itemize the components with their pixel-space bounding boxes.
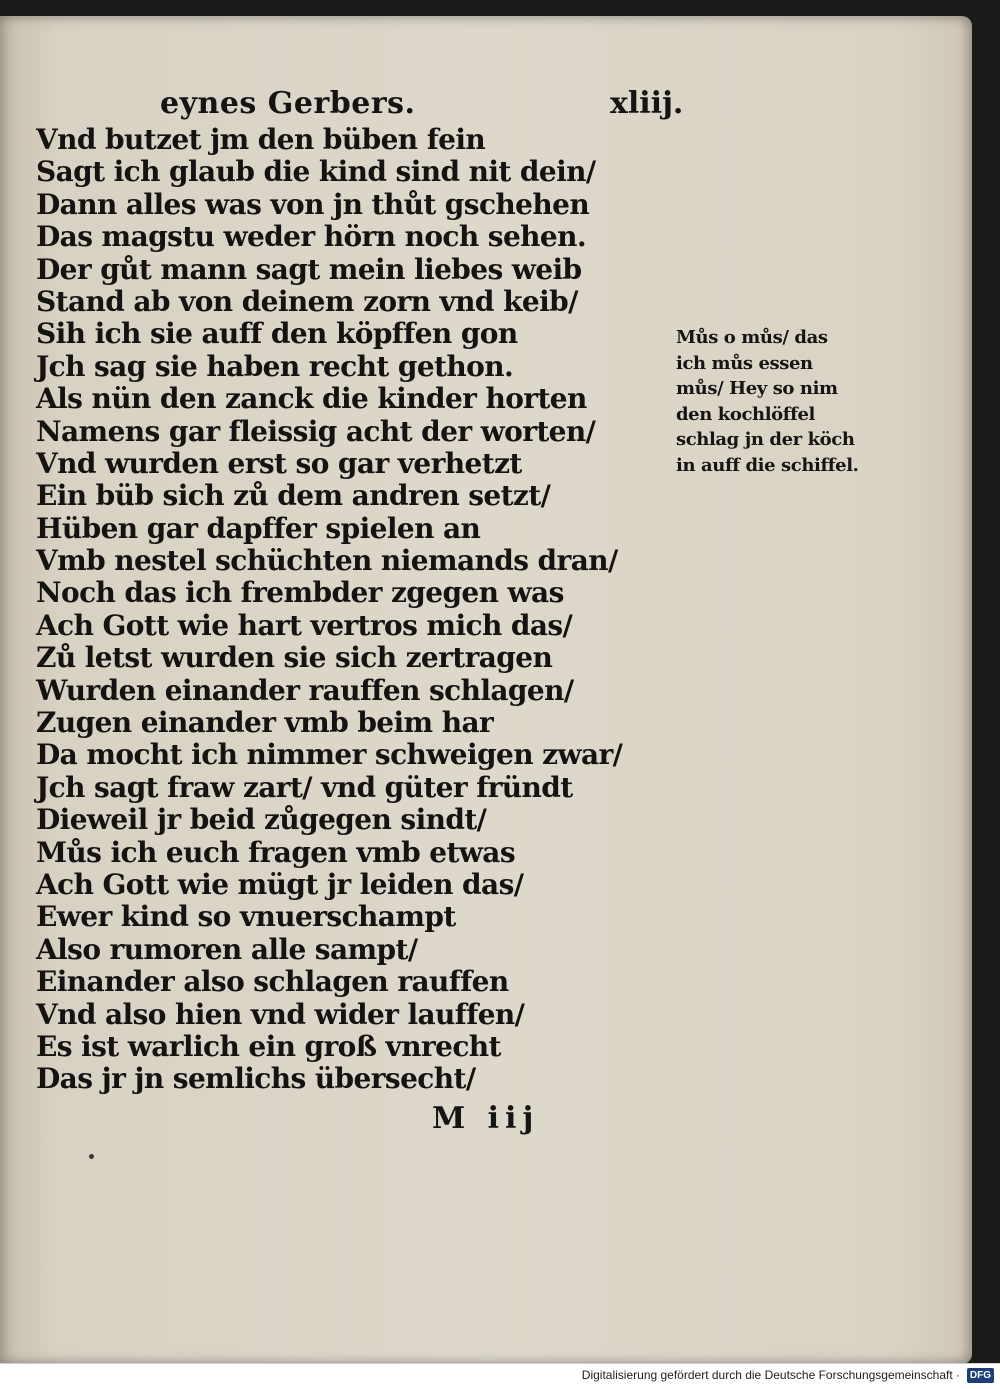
verse-line: Da mocht ich nimmer schweigen zwar/ [36, 738, 623, 772]
verse-line: Es ist warlich ein groß vnrecht [36, 1029, 501, 1063]
ink-spot [89, 1154, 94, 1159]
verse-line: Vmb nestel schüchten niemands dran/ [36, 544, 618, 578]
verse-line: Ewer kind so vnuerschampt [36, 900, 456, 934]
folio-number: xliij. [610, 86, 684, 121]
margin-note-line: ich můs essen [676, 352, 813, 374]
margin-note-line: in auff die schiffel. [676, 454, 859, 476]
margin-note-line: Můs o můs/ das [676, 327, 828, 348]
signature-mark: M iij [432, 1101, 540, 1136]
verse-text [36, 123, 623, 1096]
verse-line: Einander also schlagen rauffen [36, 965, 509, 999]
verse-line: Jch sagt fraw zart/ vnd güter fründt [36, 770, 573, 804]
verse-line: Vnd butzet jm den büben fein [36, 123, 486, 156]
verse-line: Als nün den zanck die kinder horten [36, 382, 587, 416]
verse-line: Ach Gott wie hart vertros mich das/ [36, 608, 573, 642]
verse-line: Zugen einander vmb beim har [36, 706, 494, 740]
verse-line: Das magstu weder hörn noch sehen. [36, 220, 587, 254]
funding-notice: Digitalisierung gefördert durch die Deutsche Forschungsgemeinschaft · [581, 1368, 960, 1382]
margin-note-line: můs/ Hey so nim [676, 378, 838, 399]
margin-note [676, 325, 876, 478]
verse-line: Zů letst wurden sie sich zertragen [36, 641, 553, 675]
verse-line: Hüben gar dapffer spielen an [36, 511, 481, 545]
verse-line: Sagt ich glaub die kind sind nit dein/ [36, 155, 596, 189]
verse-line: Stand ab von deinem zorn vnd keib/ [36, 284, 578, 318]
verse-line: Můs ich euch fragen vmb etwas [36, 835, 515, 869]
verse-line: Jch sag sie haben recht gethon. [36, 349, 514, 383]
verse-line: Dann alles was von jn thůt gschehen [36, 187, 590, 221]
margin-note-line: den kochlöffel [676, 403, 815, 425]
verse-line: Namens gar fleissig acht der worten/ [36, 414, 596, 448]
verse-line: Wurden einander rauffen schlagen/ [36, 673, 574, 707]
verse-line: Ach Gott wie mügt jr leiden das/ [36, 867, 524, 901]
verse-line: Vnd wurden erst so gar verhetzt [36, 446, 522, 480]
footer-bar [0, 1363, 1000, 1389]
verse-line: Vnd also hien vnd wider lauffen/ [36, 997, 525, 1031]
verse-line: Noch das ich frembder zgegen was [36, 576, 564, 610]
book-page [0, 16, 972, 1364]
verse-line: Der gůt mann sagt mein liebes weib [36, 252, 582, 286]
verse-line: Dieweil jr beid zůgegen sindt/ [36, 803, 487, 837]
verse-line: Sih ich sie auff den köpffen gon [36, 317, 518, 351]
verse-line: Also rumoren alle sampt/ [36, 932, 418, 966]
running-head: eynes Gerbers. [160, 86, 416, 121]
verse-line: Das jr jn semlichs übersecht/ [36, 1062, 476, 1096]
verse-line: Ein büb sich zů dem andren setzt/ [36, 479, 551, 513]
margin-note-line: schlag jn der köch [676, 429, 855, 450]
dfg-logo-icon: DFG [967, 1368, 994, 1383]
